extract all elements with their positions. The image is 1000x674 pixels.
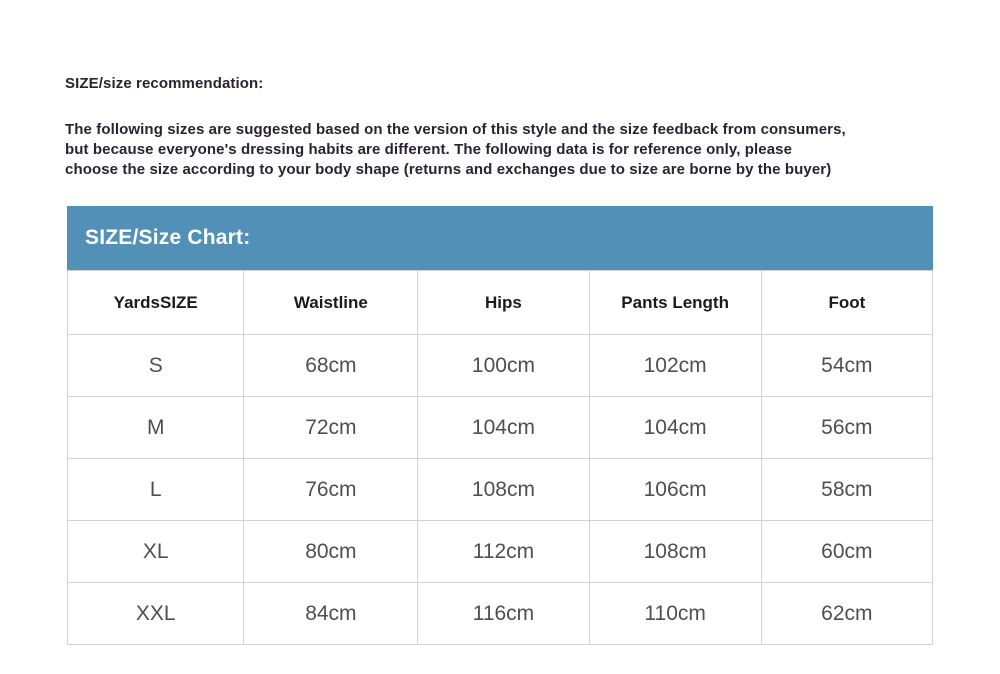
cell-hips: 112cm (418, 521, 589, 583)
cell-foot: 54cm (761, 335, 932, 397)
recommendation-body-line: but because everyone's dressing habits are different. The following data is for reference only, please (65, 141, 793, 158)
table-row (68, 335, 933, 397)
size-chart-title-bar (67, 206, 933, 270)
size-recommendation-page (0, 74, 1000, 674)
cell-pants-length: 108cm (589, 521, 761, 583)
column-header-foot: Foot (761, 271, 932, 335)
cell-pants-length: 110cm (589, 583, 761, 645)
cell-hips: 104cm (418, 397, 589, 459)
table-row (68, 583, 933, 645)
recommendation-body-line: choose the size according to your body shape (returns and exchanges due to size are borne by the buyer) (65, 161, 832, 178)
table-row (68, 521, 933, 583)
column-header-pants-length: Pants Length (589, 271, 761, 335)
recommendation-body (65, 120, 970, 180)
cell-pants-length: 102cm (589, 335, 761, 397)
size-chart-title: SIZE/Size Chart: (85, 226, 251, 249)
cell-waistline: 76cm (244, 459, 418, 521)
cell-foot: 56cm (761, 397, 932, 459)
size-chart-section (67, 206, 933, 645)
cell-foot: 60cm (761, 521, 932, 583)
cell-waistline: 84cm (244, 583, 418, 645)
cell-size: S (68, 335, 244, 397)
recommendation-heading: SIZE/size recommendation: (65, 75, 264, 92)
cell-foot: 58cm (761, 459, 932, 521)
recommendation-body-line: The following sizes are suggested based on the version of this style and the size feedback from consumers, (65, 121, 846, 138)
table-row (68, 397, 933, 459)
cell-size: M (68, 397, 244, 459)
cell-foot: 62cm (761, 583, 932, 645)
cell-size: L (68, 459, 244, 521)
cell-hips: 100cm (418, 335, 589, 397)
cell-size: XXL (68, 583, 244, 645)
cell-waistline: 68cm (244, 335, 418, 397)
cell-waistline: 80cm (244, 521, 418, 583)
cell-pants-length: 106cm (589, 459, 761, 521)
cell-hips: 116cm (418, 583, 589, 645)
cell-waistline: 72cm (244, 397, 418, 459)
table-row (68, 459, 933, 521)
column-header-size: YardsSIZE (68, 271, 244, 335)
cell-pants-length: 104cm (589, 397, 761, 459)
cell-size: XL (68, 521, 244, 583)
size-chart-table (67, 270, 933, 645)
column-header-waistline: Waistline (244, 271, 418, 335)
cell-hips: 108cm (418, 459, 589, 521)
column-header-hips: Hips (418, 271, 589, 335)
table-header-row (68, 271, 933, 335)
